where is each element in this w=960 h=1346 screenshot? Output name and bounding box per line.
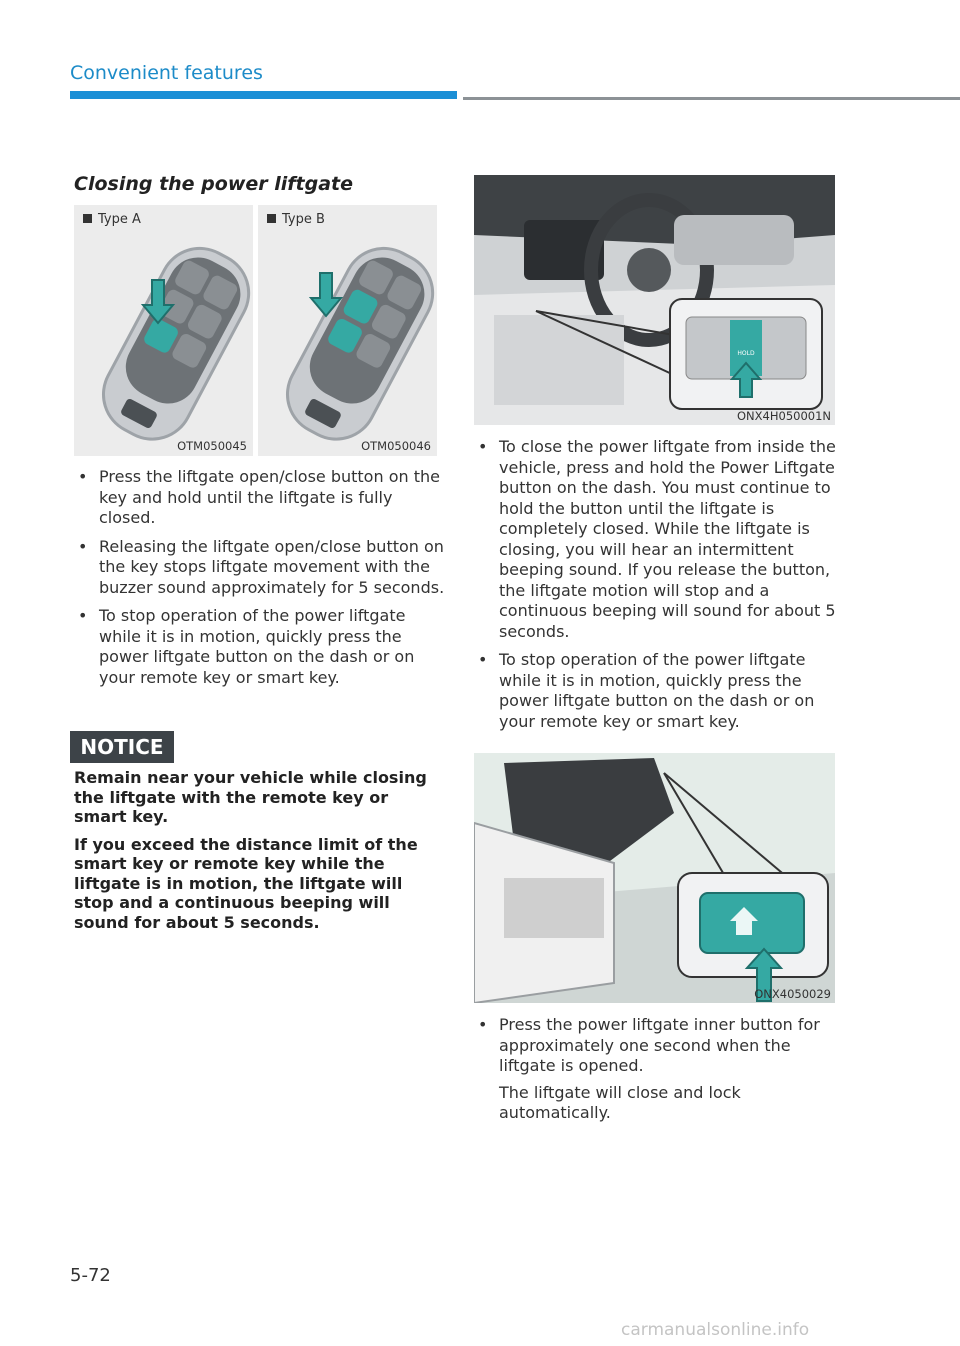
right-bullet-list <box>474 437 836 740</box>
header-rule-gray <box>463 97 960 100</box>
figure-code: OTM050045 <box>177 439 247 453</box>
liftgate-illustration <box>474 753 835 1003</box>
list-item: • To stop operation of the power liftgate while it is in motion, quickly press the power liftgate button on the dash or on your remote key or smart key. <box>478 650 815 731</box>
figure-code: ONX4050029 <box>754 987 831 1001</box>
type-a-label: Type A <box>83 212 141 227</box>
type-b-label: Type B <box>267 212 325 227</box>
running-header: Convenient features <box>70 62 263 84</box>
notice-paragraph: Remain near your vehicle while closing the liftgate with the remote key or smart key. <box>74 768 427 826</box>
square-bullet-icon <box>267 214 276 223</box>
list-item: • Releasing the liftgate open/close button on the key stops liftgate movement with the buzzer sound approximately for 5 seconds. <box>78 536 445 597</box>
list-item: • To stop operation of the power liftgate while it is in motion, quickly press the power liftgate button on the dash or on your remote key or smart key. <box>78 606 415 687</box>
notice-paragraph: If you exceed the distance limit of the smart key or remote key while the liftgate is in motion, the liftgate will stop and a continuous beeping will sound for about 5 seconds. <box>74 834 418 932</box>
figure-key-type-b <box>258 205 437 456</box>
smart-key-b-illustration <box>258 205 437 456</box>
page-number: 5-72 <box>70 1265 111 1286</box>
figure-code: ONX4H050001N <box>737 409 831 423</box>
figure-code: OTM050046 <box>361 439 431 453</box>
figure-dashboard <box>474 175 835 425</box>
figure-key-type-a <box>74 205 253 456</box>
dash-button-text: HOLD <box>737 350 755 357</box>
dashboard-illustration <box>474 175 835 425</box>
bottom-bullet-list <box>474 1015 836 1132</box>
list-item: • Press the power liftgate inner button for approximately one second when the liftgate is opened. The liftgate will close and lock automatically. <box>474 1015 836 1124</box>
notice-label: NOTICE <box>70 731 174 763</box>
smart-key-a-illustration <box>74 205 253 456</box>
watermark: carmanualsonline.info <box>621 1320 810 1340</box>
list-item: • To close the power liftgate from inside the vehicle, press and hold the Power Liftgate button on the dash. You must continue to hold the button until the liftgate is completely closed. While the liftgate is closing, you will hear an intermittent beeping sound. If you release the button, the liftgate motion will stop and a continuous beeping will sound for about 5 seconds. <box>478 437 836 641</box>
header-rule-blue <box>70 91 457 99</box>
notice-body <box>74 768 446 940</box>
square-bullet-icon <box>83 214 92 223</box>
left-bullet-list <box>74 467 446 696</box>
list-item: • Press the liftgate open/close button on the key and hold until the liftgate is fully closed. <box>78 467 440 527</box>
list-item-subtext: The liftgate will close and lock automatically. <box>499 1082 741 1122</box>
section-title: Closing the power liftgate <box>74 173 354 195</box>
figure-inner-button <box>474 753 835 1003</box>
